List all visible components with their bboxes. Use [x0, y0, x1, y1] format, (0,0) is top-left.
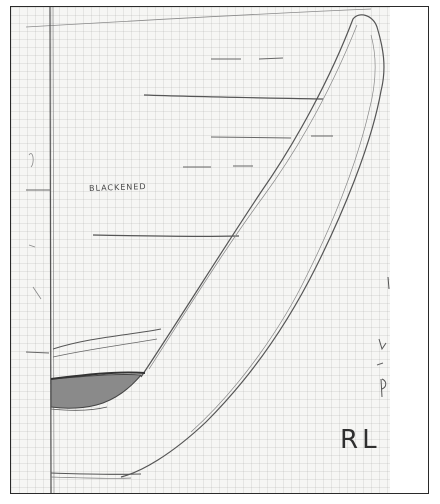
- layer-line-4: [183, 166, 253, 167]
- top-edge-line: [26, 9, 371, 27]
- lower-band-upper-line-2: [53, 339, 157, 357]
- left-edge-mark-5: [29, 245, 35, 247]
- base-line: [51, 473, 141, 474]
- layer-line-3: [211, 136, 333, 138]
- layer-line-1: [211, 58, 283, 59]
- right-mark-1: [388, 277, 389, 289]
- diagonal-feature-outline-inner: [149, 25, 375, 432]
- left-edge-mark-4: [33, 287, 41, 299]
- left-edge-mark-3: [29, 154, 33, 167]
- blackened-deposit: [51, 374, 141, 408]
- initials-label: RL: [340, 425, 381, 455]
- pencil-sketch: [11, 7, 429, 494]
- vertical-datum-line: [50, 7, 51, 494]
- diagonal-feature-outline: [121, 15, 384, 477]
- layer-line-2: [144, 95, 323, 99]
- right-mark-2: [379, 339, 386, 349]
- layer-line-5: [93, 235, 239, 236]
- graph-paper-sheet: [10, 6, 429, 494]
- right-mark-3: [377, 363, 383, 365]
- scan-blank-edge: [390, 7, 429, 493]
- right-mark-4: [381, 379, 386, 397]
- left-edge-mark-2: [26, 352, 49, 353]
- base-line-2: [51, 477, 131, 478]
- lower-band-upper-line: [53, 329, 161, 349]
- vertical-datum-line-inner: [53, 7, 54, 494]
- blackened-label: BLACKENED: [88, 181, 147, 194]
